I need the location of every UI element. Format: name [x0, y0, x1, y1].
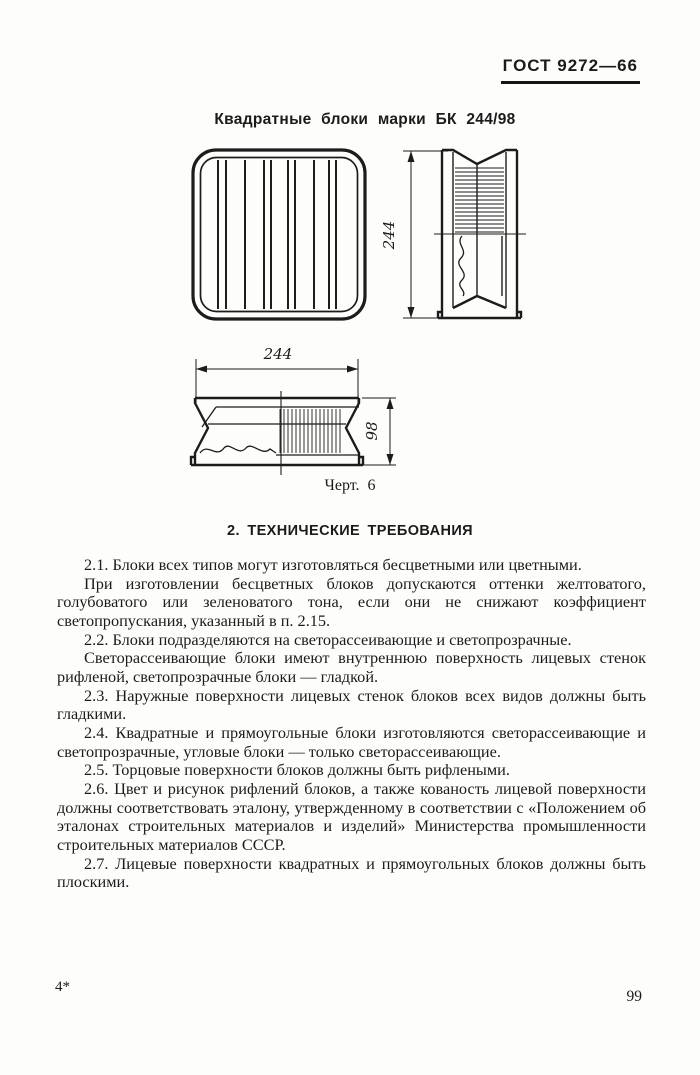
block-rib-lines	[218, 160, 336, 309]
paragraph-2-4: 2.4. Квадратные и прямоугольные блоки изготовляются светорассеивающие и светопрозрачные, угловые блоки — только светорассеивающие.	[57, 722, 646, 761]
arrow-right	[347, 366, 358, 373]
paragraph-2-3: 2.3. Наружные поверхности лицевых стенок блоков всех видов должны быть гладкими.	[57, 685, 646, 724]
standard-number: ГОСТ 9272—66	[501, 56, 640, 84]
section-body	[57, 556, 646, 892]
dim-label-98: 98	[363, 421, 381, 441]
side-view-drawing	[378, 140, 530, 335]
break-wavy-line	[459, 236, 464, 296]
arrow-down	[408, 307, 415, 318]
paragraph-2-5: 2.5. Торцовые поверхности блоков должны быть рифлеными.	[84, 760, 510, 780]
paragraph-2-6: 2.6. Цвет и рисунок рифлений блоков, а также кованость лицевой поверхности должны соответствовать эталону, утвержденному в соответствии с «Положением об эталонах строительных материалов и изделий» Министерства промышленности строительных материалов СССР.	[57, 778, 646, 854]
paragraph-2-2: 2.2. Блоки подразделяются на светорассеивающие и светопрозрачные.	[84, 629, 572, 649]
bottom-view-drawing	[178, 343, 418, 485]
front-view-drawing	[190, 147, 370, 325]
paragraph-2-2-note: Светорассеивающие блоки имеют внутреннюю поверхность лицевых стенок рифленой, светопрозрачные блоки — гладкой.	[57, 648, 646, 686]
dim-label-244-horizontal: 244	[263, 345, 293, 363]
signature-mark: 4*	[55, 979, 70, 995]
figure-caption: Черт. 6	[324, 477, 376, 494]
rib-hatching	[455, 168, 504, 232]
block-inner-outline	[201, 158, 358, 312]
arrow-up-98	[387, 398, 394, 409]
vertical-rib-hatching	[280, 409, 340, 453]
paragraph-2-7: 2.7. Лицевые поверхности квадратных и прямоугольных блоков должны быть плоскими.	[57, 853, 646, 892]
dim-label-244-vertical: 244	[380, 220, 398, 250]
paragraph-2-1-note: При изготовлении бесцветных блоков допускаются оттенки желтоватого, голубоватого или зеленоватого тона, если они не снижают коэффициент светопропускания, указанный в п. 2.15.	[57, 573, 646, 630]
arrow-down-98	[387, 454, 394, 465]
paragraph-2-1: 2.1. Блоки всех типов могут изготовляться бесцветными или цветными.	[84, 555, 582, 574]
section-heading: 2. ТЕХНИЧЕСКИЕ ТРЕБОВАНИЯ	[227, 523, 473, 539]
arrow-up	[408, 151, 415, 162]
figure-title: Квадратные блоки марки БК 244/98	[214, 111, 516, 128]
side-inner-walls	[453, 152, 506, 308]
page-number: 99	[626, 988, 642, 1005]
break-wavy-line-bottom	[200, 446, 276, 453]
arrow-left	[196, 366, 207, 373]
